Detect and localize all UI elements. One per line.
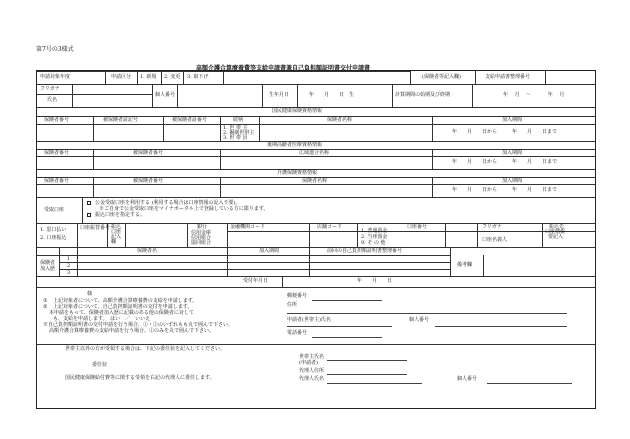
form-title: 高額介護合算療養費等支給申請書兼自己負担額証明書交付申請書 [196,65,371,72]
transfer-col-3: 記入 [111,234,122,240]
transfer-window[interactable]: 1. 窓口払い [40,227,67,233]
nhi-insurer-name: 保険者名称 [327,117,353,123]
item-3b[interactable]: も、支給を申請します。 はい ／ いいえ [53,316,151,322]
furigana-label: フリガナ [40,86,60,92]
bank-type-kyodo: 協同組合 [191,240,212,246]
bank-type-shinkin: 信用金庫 [191,230,212,236]
transfer-bank[interactable]: 2. 口座振込 [40,235,67,241]
applicant-label: 申請者(世帯主)氏名 [287,317,331,323]
history-insurer-name: 保険者名 [137,248,158,254]
history-cert-no: 前回の自己負担額証明書整理番号 [327,248,403,254]
transfer-account-checkbox[interactable] [87,213,91,217]
transfer-account-option: 振込口座を指定する。 [95,212,146,218]
payment-no-label: 支給申請書整理番号 [485,74,531,80]
item-2: 上記対象者について、自己負担額証明書の交付を申請します。 [53,304,193,310]
item-5: 高額介護合算療養費の支給申請を行う場合、①のみを丸で囲んで下さい。 [49,328,215,334]
category-withdraw[interactable]: 3. 取下げ [187,74,209,80]
elderly-section-title: 後期高齢者医療資格情報 [267,142,323,148]
history-left-1: 保険者 [40,260,56,266]
address-label: 住所 [287,302,298,308]
item-2-mark: ② [43,304,48,310]
addressee: 様 [87,291,93,297]
period-value: 年 月 ～ 年 月 [503,92,565,98]
care-period-value: 年 月 日から 年 月 日まで [452,187,558,193]
nhi-rel-2[interactable]: 2. 擬制世帯主 [223,130,255,136]
category-change[interactable]: 2. 変更 [164,74,181,80]
transfer-col-1: 振込 [111,224,122,230]
nhi-relation: 続柄 [233,117,244,123]
item-3: 本申請をもって、保険者加入歴に記載のある他の保険者に対して [49,310,194,316]
zip-label: 郵便番号 [287,293,308,299]
acct-type-other[interactable]: 9. そ の 他 [361,240,386,246]
proxy-name-label: 代理人氏名 [299,376,325,382]
holder-label: 口座名義人 [482,237,508,243]
item-1-mark: ① [43,298,48,304]
nhi-rel-3[interactable]: 3. 世 帯 員 [223,135,248,141]
nhi-rel-1[interactable]: 1. 世 帯 主 [223,125,248,131]
acct-no-label: 口座番号 [407,224,428,230]
elderly-insurer-no: 保険者番号 [44,150,70,156]
public-account-note: ※ご自身で公金受取口座をマイナポータル上で登録している方に限ります。 [99,206,269,212]
category-new[interactable]: 1. 新規 [140,74,157,80]
branch-code: 店舗コード [317,224,343,230]
bank-inst-code: 金融機関コード [230,224,266,230]
applicant-paren: (申請者) [299,360,318,366]
elderly-union-name: 広域連合名称 [299,150,330,156]
item-4: ※自己負担額証明書の交付申請を行う場合、①・②のいずれもも丸で囲んで下さい。 [43,322,234,328]
history-row-2: 2 [67,263,71,269]
care-insured-no: 被保険者番号 [133,178,164,184]
birth-label: 生年月日 [269,92,290,98]
nhi-section-title: 国民健康保険資格情報 [272,108,323,114]
name-label: 氏名 [47,97,58,103]
birth-value: 年 月 日 生 [309,92,355,98]
elderly-insured-no: 被保険者番号 [133,150,164,156]
applicant-personal-no: 個人番号 [409,317,430,323]
personal-no-label: 個人番号 [155,92,176,98]
elderly-period-value: 年 月 日から 年 月 日まで [452,159,558,165]
holder-note-3: 要記入 [548,234,564,240]
care-insurer-name: 保険者名称 [302,178,328,184]
category-label: 申請区分 [111,74,132,80]
holder-note-1: 振込先 [549,224,565,230]
nhi-insurer-no: 保険者番号 [44,117,70,123]
fiscal-year-label: 申請対象年度 [40,74,71,80]
transfer-col-2: 口座 [111,229,122,235]
elderly-period: 加入期間 [502,150,523,156]
acct-type-current[interactable]: 2. 当座預金 [361,234,388,240]
item-1: 上記対象者について、高額介護合算療養費の支給を申請します。 [53,298,198,304]
application-form [36,70,596,409]
history-period: 加入期間 [259,248,280,254]
history-left-2: 加入歴 [40,266,56,272]
history-row-1: 1 [67,256,71,262]
holder-note-2: 口座情報 [545,229,566,235]
nhi-insured-symbol: 被保険者証記号 [103,117,139,123]
delegation-heading: 委任状 [92,362,108,368]
care-period: 加入期間 [502,178,523,184]
receipt-date-label: 受付年月日 [243,278,269,284]
nhi-period-value: 年 月 日から 年 月 日まで [452,129,558,135]
bank-type-bank: 銀行 [197,224,208,230]
bank-code-label: 口座振替番号 [80,225,111,231]
history-row-3: 3 [67,270,71,276]
head-name-label: 世帯主氏名 [299,354,325,360]
holder-furigana: フリガナ [482,224,502,230]
account-label: 受取口座 [44,207,65,213]
delegation-text: 国民健康保険給付費等に関する受領を右記の代理人に委任します。 [65,375,215,381]
period-label: 計算期間の始期及び終期 [395,92,451,98]
public-account-checkbox[interactable] [87,201,91,205]
insurer-entry-label: (保険者等記入欄) [422,74,461,80]
transfer-col-4: 欄 [111,239,117,245]
care-insurer-no: 保険者番号 [44,178,70,184]
bank-type-shinkumi: 信用組合 [191,235,212,241]
proxy-personal-no: 個人番号 [457,376,478,382]
phone-label: 電話番号 [287,330,308,336]
public-account-option: 公金受取口座を利用する (利用する場合は口座情報の記入不要)。 [95,200,241,206]
care-section-title: 介護保険資格情報 [277,170,318,176]
nhi-insured-no: 被保険者証番号 [172,117,208,123]
acct-type-ordinary[interactable]: 1. 普通預金 [361,228,388,234]
form-number: 第7号の3様式 [36,46,74,53]
proxy-address-label: 代理人住所 [299,368,325,374]
remarks-label: 備考欄 [457,262,473,268]
nhi-period: 加入期間 [502,117,523,123]
receipt-date-value: 年 月 日 [357,278,393,284]
proxy-note: 世帯主以外の方が受領する場合は、下記の委任状を記入してください。 [65,346,226,352]
